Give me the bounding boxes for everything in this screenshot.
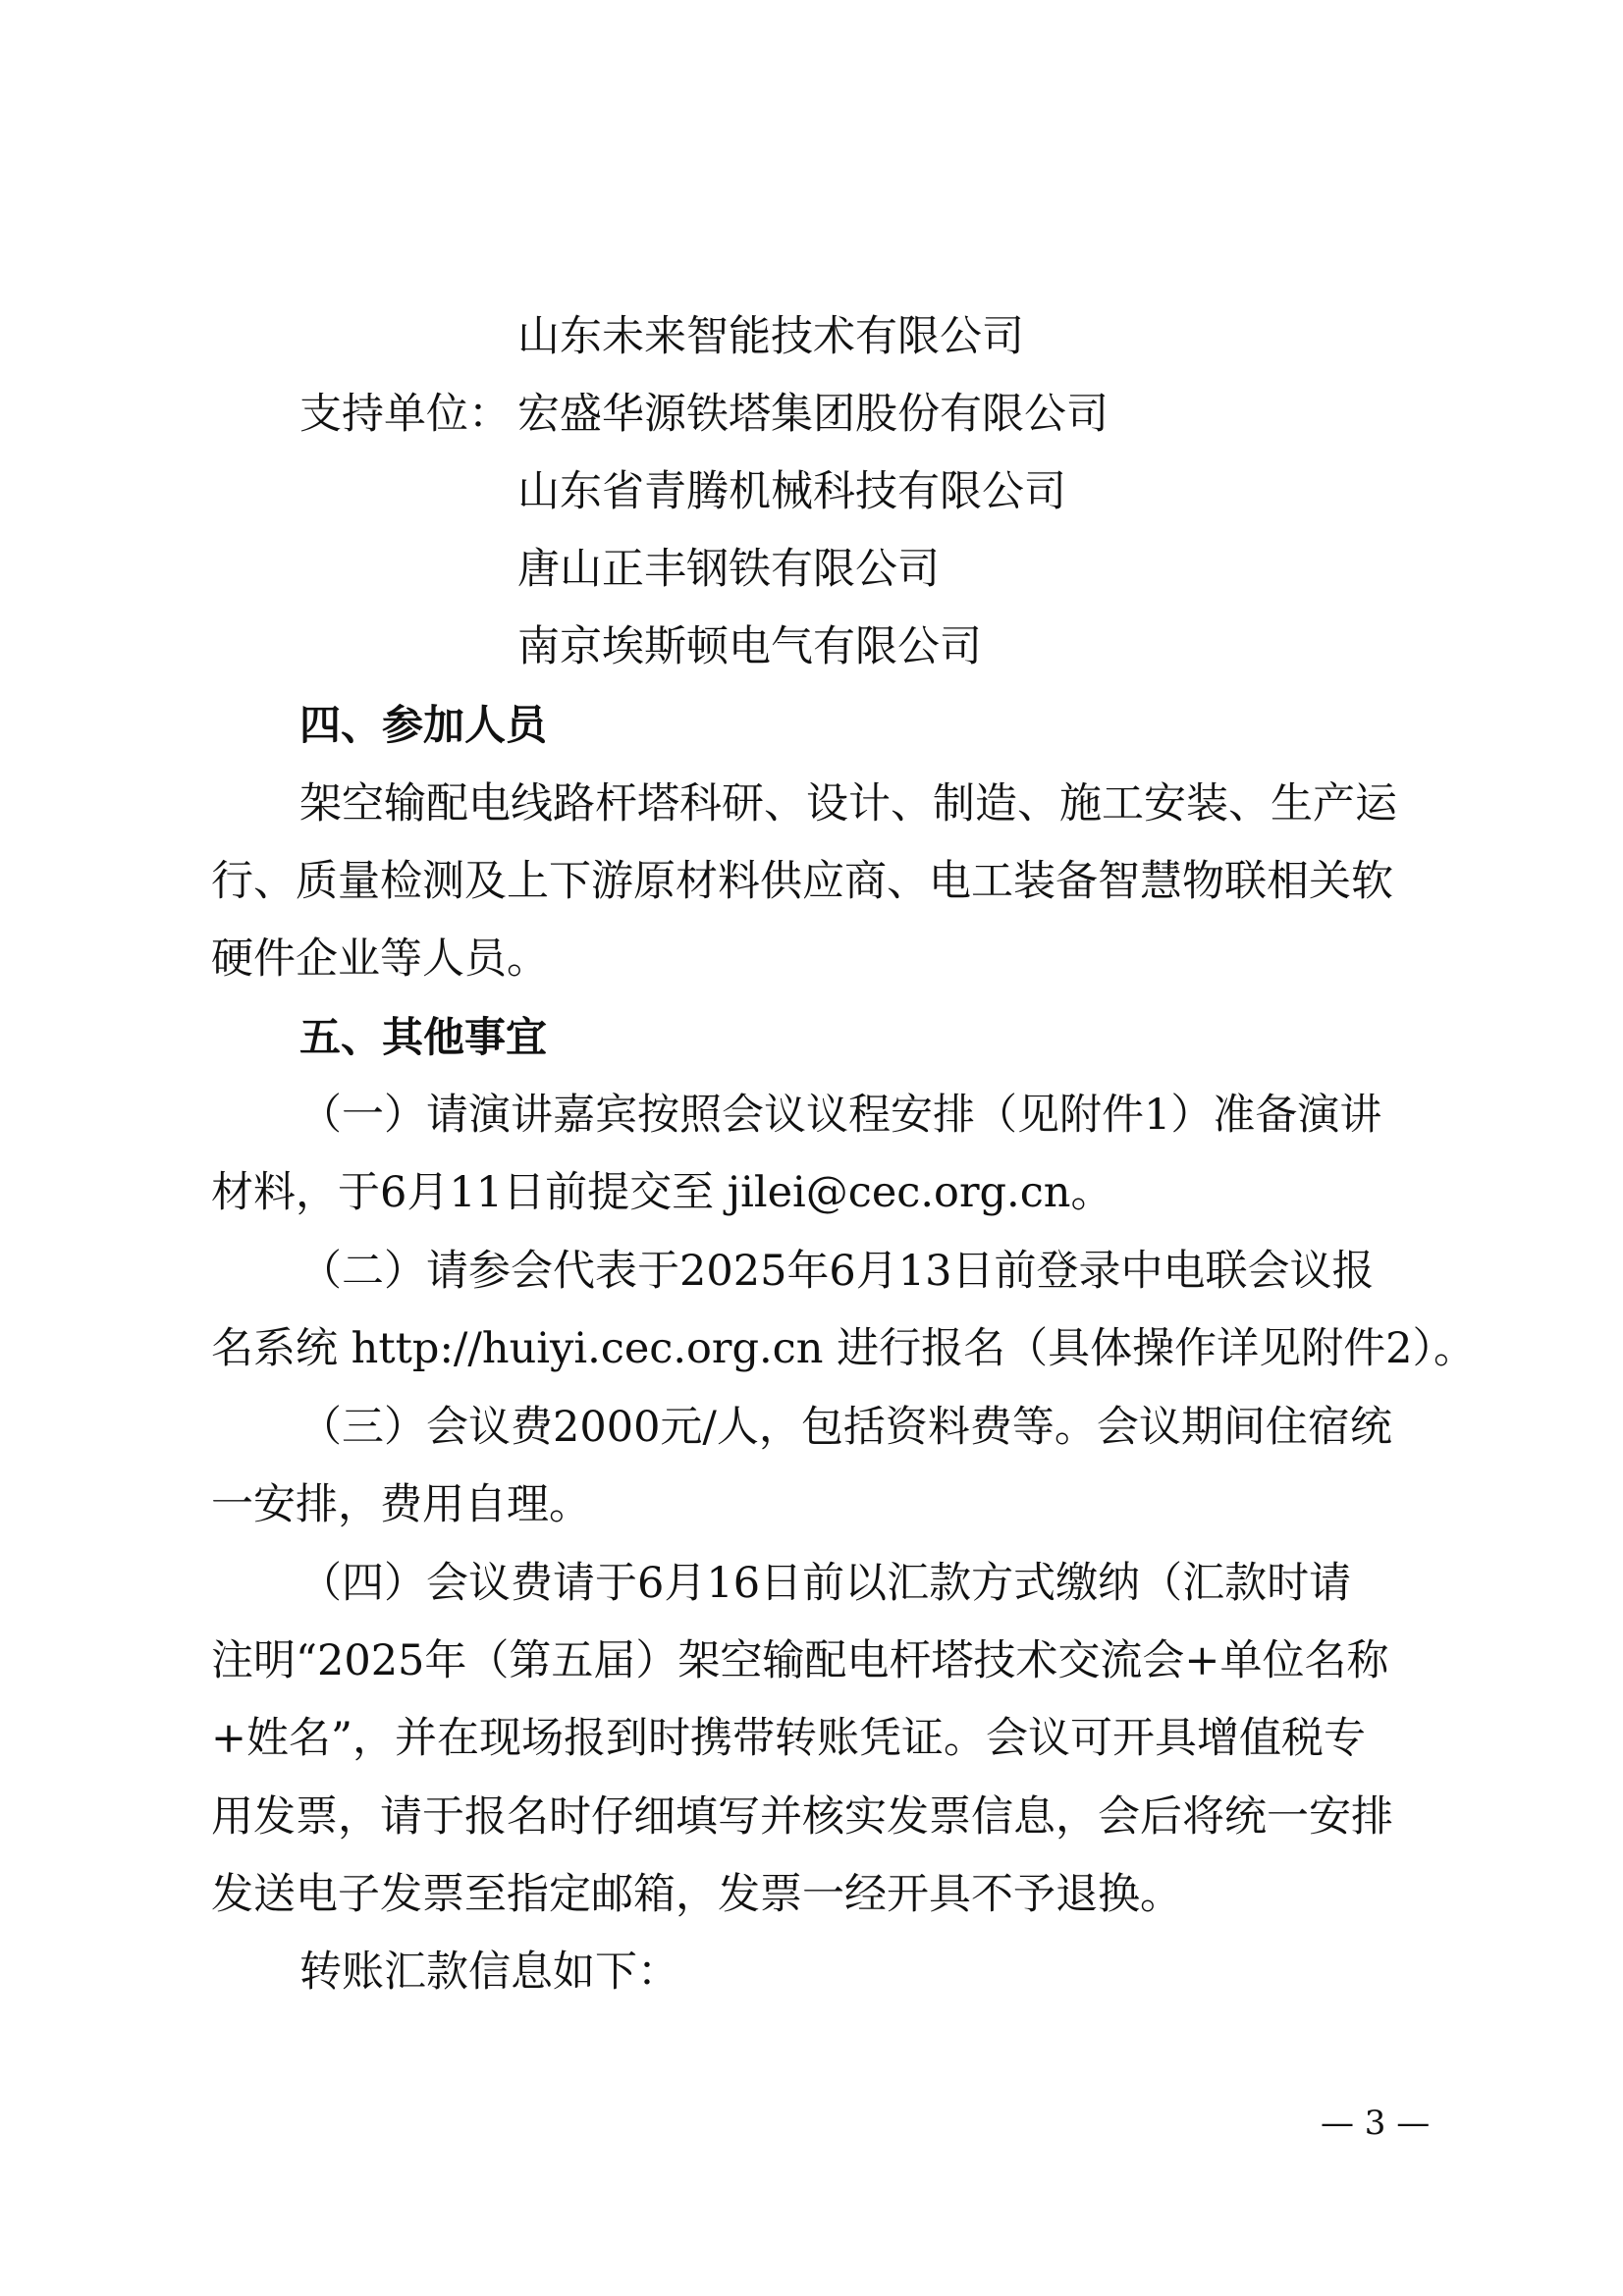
supporter-item: 唐山正丰钢铁有限公司 bbox=[517, 545, 940, 594]
paragraph-line: （二）请参会代表于2025年6月13日前登录中电联会议报 bbox=[299, 1247, 1375, 1296]
paragraph-line: 硬件企业等人员。 bbox=[211, 934, 549, 984]
section-heading: 四、参加人员 bbox=[299, 701, 548, 749]
paragraph-line: 转账汇款信息如下： bbox=[299, 1948, 679, 1997]
paragraph-line: 发送电子发票至指定邮箱，发票一经开具不予退换。 bbox=[211, 1870, 1182, 1919]
paragraph-line: 架空输配电线路杆塔科研、设计、制造、施工安装、生产运 bbox=[299, 779, 1397, 828]
paragraph-line: 注明“2025年（第五届）架空输配电杆塔技术交流会+单位名称 bbox=[211, 1636, 1389, 1685]
paragraph-line: 名系统 http://huiyi.cec.org.cn 进行报名（具体操作详见附件2）。 bbox=[211, 1324, 1476, 1373]
supporter-item: 南京埃斯顿电气有限公司 bbox=[517, 622, 982, 671]
paragraph-line: （三）会议费2000元/人，包括资料费等。会议期间住宿统 bbox=[299, 1403, 1392, 1452]
paragraph-line: +姓名”，并在现场报到时携带转账凭证。会议可开具增值税专 bbox=[211, 1714, 1367, 1763]
paragraph-line: （一）请演讲嘉宾按照会议议程安排（见附件1）准备演讲 bbox=[299, 1091, 1382, 1140]
support-label: 支持单位： bbox=[299, 390, 511, 439]
section-heading: 五、其他事宜 bbox=[299, 1013, 548, 1061]
organizer-line: 山东未来智能技术有限公司 bbox=[517, 312, 1024, 361]
supporter-item: 山东省青腾机械科技有限公司 bbox=[517, 467, 1066, 516]
page-number: — 3 — bbox=[1321, 2104, 1431, 2143]
paragraph-line: 用发票，请于报名时仔细填写并核实发票信息，会后将统一安排 bbox=[211, 1792, 1393, 1842]
paragraph-line: 行、质量检测及上下游原材料供应商、电工装备智慧物联相关软 bbox=[211, 857, 1393, 906]
paragraph-line: 一安排，费用自理。 bbox=[211, 1480, 591, 1529]
paragraph-line: （四）会议费请于6月16日前以汇款方式缴纳（汇款时请 bbox=[299, 1559, 1352, 1608]
paragraph-line: 材料，于6月11日前提交至 jilei@cec.org.cn。 bbox=[211, 1168, 1113, 1217]
supporter-item: 宏盛华源铁塔集团股份有限公司 bbox=[517, 390, 1109, 439]
